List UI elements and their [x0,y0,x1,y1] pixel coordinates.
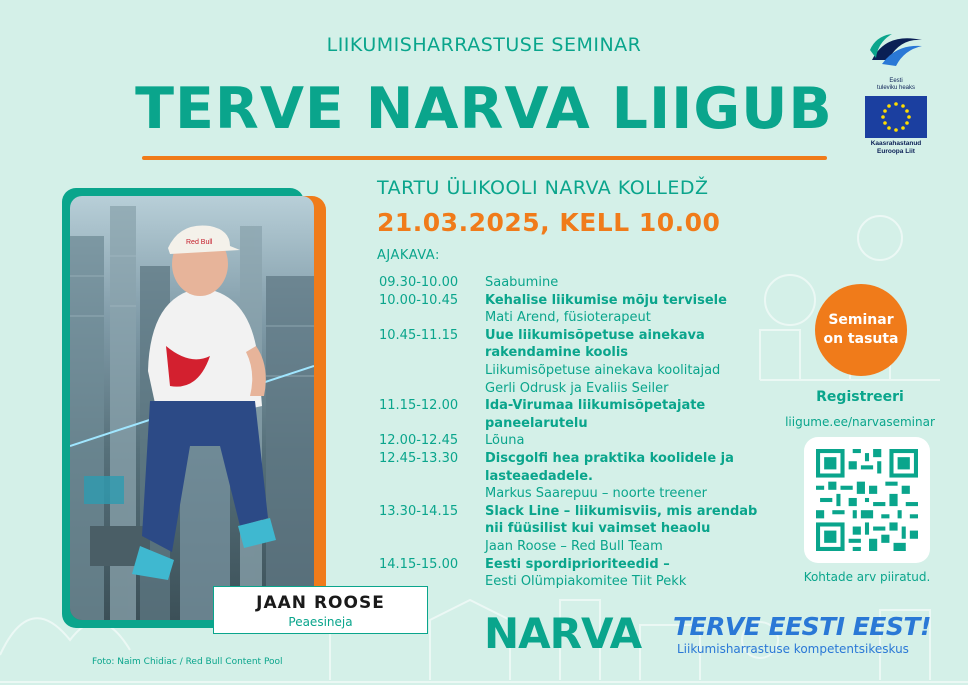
agenda-line: Markus Saarepuu – noorte treener [485,486,707,502]
title-underline [142,156,827,160]
speaker-illustration [70,196,314,620]
narva-logo: NARVA [484,609,642,658]
speaker-photo [70,196,314,620]
register-link[interactable]: liigume.ee/narvaseminar [785,415,935,429]
registration-qr-code[interactable] [804,437,930,563]
estonia-swoosh-icon [866,30,926,74]
agenda-time: 12.00-12.45 [379,433,459,449]
speaker-name: JAAN ROOSE [256,593,385,613]
agenda-row [379,503,799,556]
agenda-row [379,450,799,503]
agenda-time: 13.30-14.15 [379,503,459,519]
estonia-logo-line2: tuleviku heaks [876,85,916,91]
agenda-time: 10.45-11.15 [379,327,459,343]
badge-line1: Seminar [828,312,894,328]
agenda-row [379,327,799,397]
agenda-row [379,397,799,432]
agenda-title: Uue liikumisõpetuse ainekava rakendamine koolis [485,327,705,361]
agenda-time: 11.15-12.00 [379,398,459,414]
agenda-row [379,292,799,327]
speaker-role: Peaesineja [288,615,353,629]
agenda-title: Slack Line – liikumisviis, mis arendab nii füüsilist kui vaimset heaolu [485,503,758,537]
terve-eesti-eest-logo: TERVE EESTI EEST! [673,612,931,641]
register-label: Registreeri [816,389,904,405]
agenda-line: Gerli Odrusk ja Evaliis Seiler [485,380,669,396]
agenda-title: Eesti spordiprioriteedid – [485,556,670,572]
event-date: 21.03.2025, KELL 10.00 [377,208,721,237]
eu-caption-line1: Kaasrahastanud [870,140,922,147]
agenda-line: Saabumine [485,275,559,290]
agenda-line: Liikumisõpetuse ainekava koolitajad [485,362,721,378]
funding-logos [862,30,930,156]
estonia-logo-line1: Eesti [889,78,903,84]
seminar-subtitle: LIIKUMISHARRASTUSE SEMINAR [326,34,642,56]
agenda-time: 09.30-10.00 [379,275,459,290]
eu-caption-line2: Euroopa Liit [877,148,915,155]
venue: TARTU ÜLIKOOLI NARVA KOLLEDŽ [377,177,709,199]
agenda-line: Lõuna [485,433,525,449]
page-title: TERVE NARVA LIIGUB [135,76,833,142]
photo-credit: Foto: Naim Chidiac / Red Bull Content Pool [92,657,283,667]
agenda-line: Mati Arend, füsioterapeut [485,310,651,326]
agenda-row [379,274,799,292]
agenda-row [379,556,799,591]
agenda-line: Jaan Roose – Red Bull Team [485,538,663,554]
speaker-name-card [213,586,428,634]
agenda-list [379,274,799,591]
agenda-title: Discgolfi hea praktika koolidele ja lasteaedadele. [485,450,734,484]
agenda-row [379,432,799,450]
cap-text: Red Bull [186,239,213,246]
terve-eesti-eest-subtitle: Liikumisharrastuse kompetentsikeskus [677,642,909,656]
free-seminar-badge [815,284,907,376]
agenda-title: Kehalise liikumise mõju tervisele [485,292,727,308]
eu-flag-icon [865,96,927,138]
agenda-heading: AJAKAVA: [377,248,440,263]
agenda-time: 12.45-13.30 [379,450,459,466]
limited-seats-note: Kohtade arv piiratud. [803,570,931,584]
badge-line2: on tasuta [823,331,899,347]
agenda-line: Eesti Olümpiakomitee Tiit Pekk [485,574,687,590]
agenda-title: Ida-Virumaa liikumisõpetajate paneelarutelu [485,398,706,431]
qr-code-icon [816,449,918,551]
agenda-time: 10.00-10.45 [379,292,459,308]
agenda-time: 14.15-15.00 [379,556,459,572]
